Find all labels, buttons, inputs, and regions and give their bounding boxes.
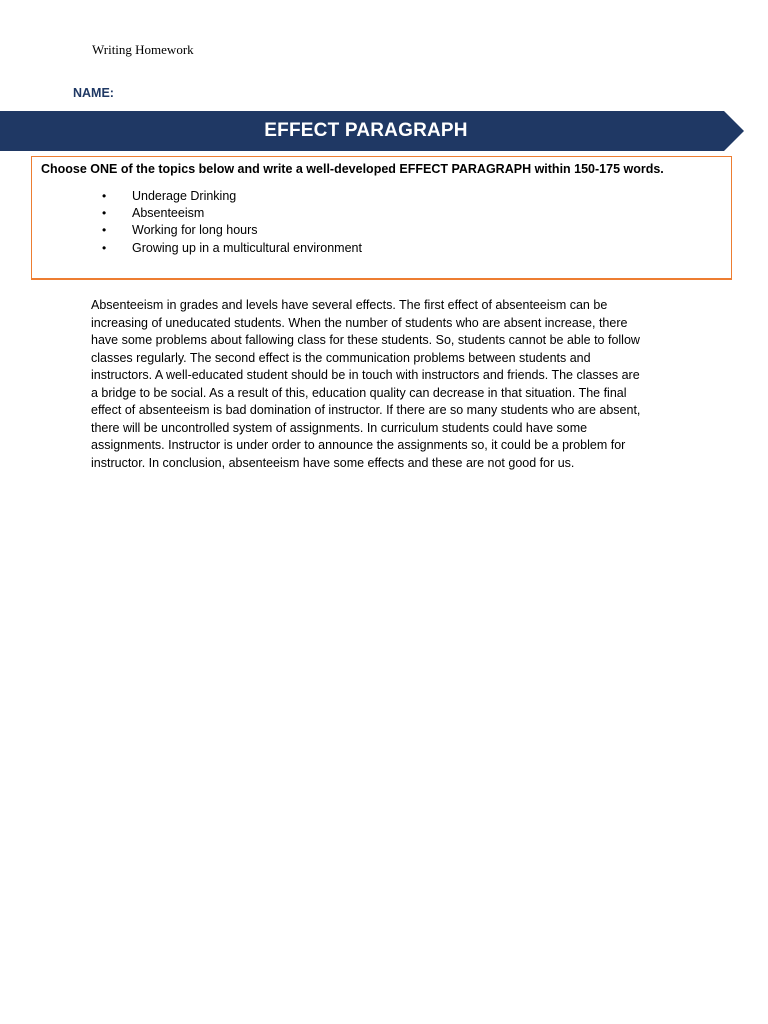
title-banner	[0, 111, 744, 151]
topic-list	[102, 188, 362, 257]
essay-line: have some problems about fallowing class for these students. So, students cannot be able to follow	[91, 333, 640, 347]
topic-label: Absenteeism	[132, 206, 205, 221]
list-item	[102, 205, 362, 222]
essay-paragraph	[91, 297, 691, 472]
essay-line: instructors. A well-educated student should be in touch with instructors and friends. The classes are	[91, 368, 640, 382]
instructions-box	[31, 156, 732, 280]
essay-line: Absenteeism in grades and levels have several effects. The first effect of absenteeism can be	[91, 298, 608, 312]
topic-label: Working for long hours	[132, 223, 258, 238]
bullet-icon: •	[102, 189, 107, 203]
name-label: NAME:	[73, 86, 114, 100]
page-title: EFFECT PARAGRAPH	[264, 120, 468, 141]
bullet-icon: •	[102, 223, 107, 238]
essay-line: instructor. In conclusion, absenteeism have some effects and these are not good for us.	[91, 455, 575, 470]
bullet-icon: •	[102, 206, 107, 221]
essay-line: effect of absenteeism is bad domination of instructor. If there are so many students who are absent,	[91, 403, 641, 417]
essay-line: classes regularly. The second effect is the communication problems between students and	[91, 350, 591, 365]
essay-line: a bridge to be social. As a result of this, education quality can decrease in that situation. The final	[91, 385, 627, 400]
instructions-text: Choose ONE of the topics below and write a well-developed EFFECT PARAGRAPH within 150-175 words.	[41, 162, 664, 176]
essay-line: increasing of uneducated students. When the number of students who are absent increase, there	[91, 315, 628, 330]
bullet-icon: •	[102, 240, 107, 255]
list-item	[102, 240, 362, 257]
topic-label: Growing up in a multicultural environment	[132, 240, 362, 255]
list-item	[102, 222, 362, 239]
essay-line: there will be uncontrolled system of assignments. In curriculum students could have some	[91, 420, 588, 435]
document-header: Writing Homework	[92, 42, 194, 57]
topic-label: Underage Drinking	[132, 189, 237, 203]
essay-line: assignments. Instructor is under order to announce the assignments so, it could be a problem for	[91, 438, 626, 452]
list-item	[102, 188, 362, 205]
